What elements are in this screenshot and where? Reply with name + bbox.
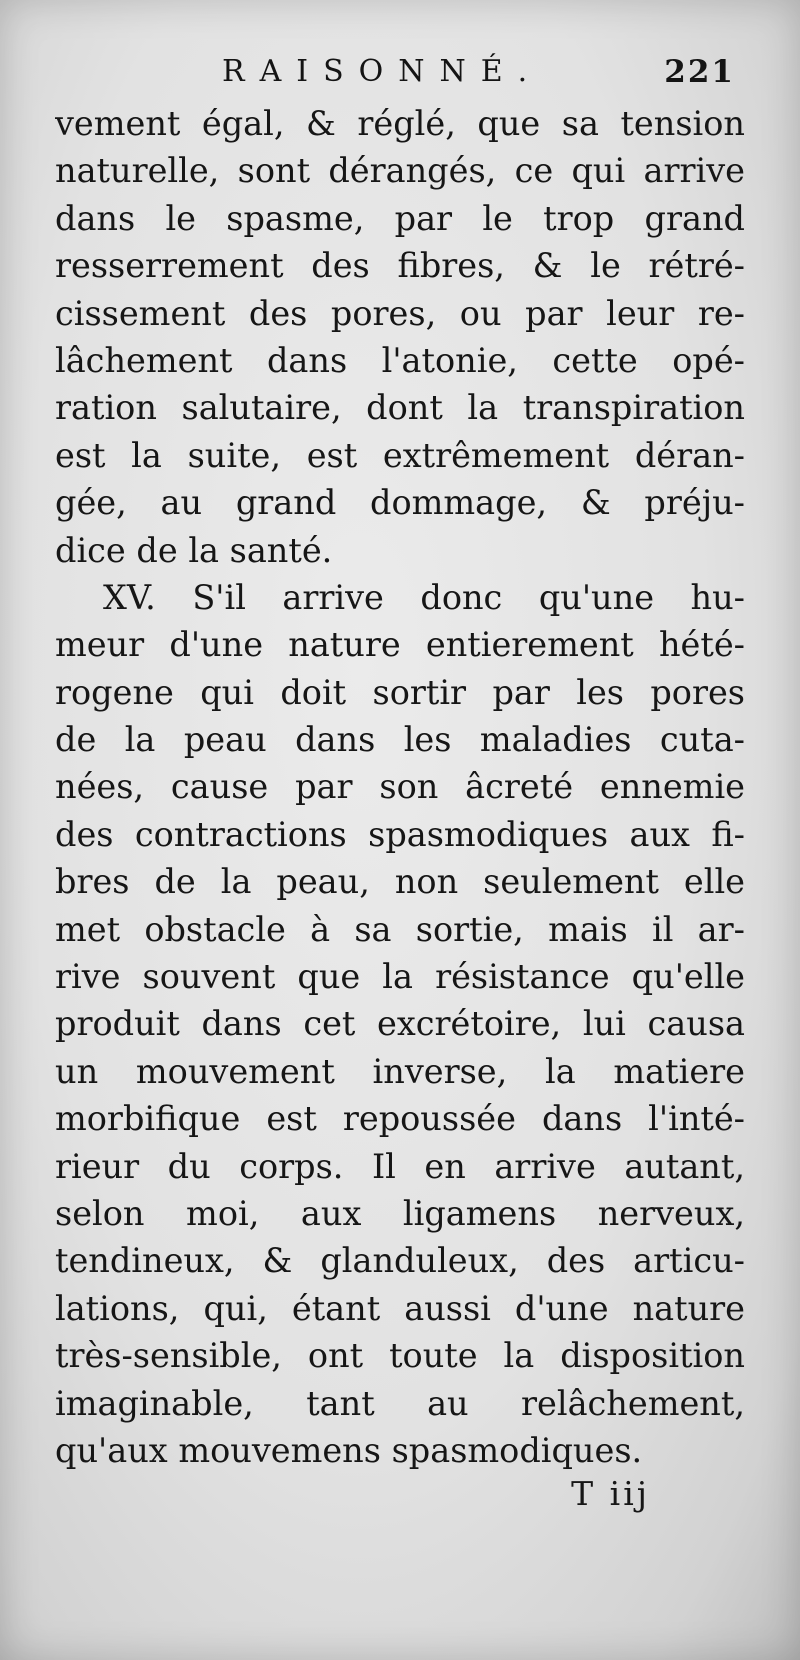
page-header: [55, 52, 745, 92]
text-line: des contractions spasmodiques aux fi-: [55, 814, 745, 854]
text-line: morbifique est repoussée dans l'inté-: [55, 1099, 745, 1139]
text-line: tendineux, & glanduleux, des articu-: [55, 1241, 745, 1281]
text-line: selon moi, aux ligamens nerveux,: [55, 1193, 745, 1233]
text-line: resserrement des fibres, & le rétré-: [55, 246, 745, 286]
text-line: lâchement dans l'atonie, cette opé-: [55, 340, 745, 380]
text-line: bres de la peau, non seulement elle: [55, 862, 745, 902]
page-number: 221: [664, 54, 735, 90]
text-line: dice de la santé.: [55, 530, 333, 570]
text-line: gée, au grand dommage, & préju-: [55, 483, 745, 523]
section-start-line: XV. S'il arrive donc qu'une hu-: [103, 577, 745, 617]
text-line: rive souvent que la résistance qu'elle: [55, 957, 745, 997]
text-line: de la peau dans les maladies cuta-: [55, 720, 745, 760]
body-text: [55, 100, 745, 1474]
text-line: lations, qui, étant aussi d'une nature: [55, 1288, 745, 1328]
text-line: rogene qui doit sortir par les pores: [55, 672, 745, 712]
text-line: meur d'une nature entierement hété-: [55, 625, 745, 665]
running-head: RAISONNÉ.: [222, 54, 543, 89]
text-line: nées, cause par son âcreté ennemie: [55, 767, 745, 807]
text-line: met obstacle à sa sortie, mais il ar-: [55, 909, 745, 949]
text-line: qu'aux mouvemens spasmodiques.: [55, 1430, 643, 1470]
text-line: est la suite, est extrêmement déran-: [55, 435, 745, 475]
text-line: vement égal, & réglé, que sa tension: [55, 104, 745, 143]
text-line: très-sensible, ont toute la disposition: [55, 1336, 745, 1376]
text-line: cissement des pores, ou par leur re-: [55, 293, 745, 333]
text-line: produit dans cet excrétoire, lui causa: [55, 1004, 745, 1044]
text-line: ration salutaire, dont la transpiration: [55, 388, 745, 428]
signature-mark: T iij: [571, 1474, 650, 1513]
text-line: imaginable, tant au relâchement,: [55, 1383, 745, 1423]
text-line: rieur du corps. Il en arrive autant,: [55, 1146, 745, 1186]
text-line: dans le spasme, par le trop grand: [55, 198, 745, 238]
text-line: naturelle, sont dérangés, ce qui arrive: [55, 151, 745, 191]
text-line: un mouvement inverse, la matiere: [55, 1051, 745, 1091]
